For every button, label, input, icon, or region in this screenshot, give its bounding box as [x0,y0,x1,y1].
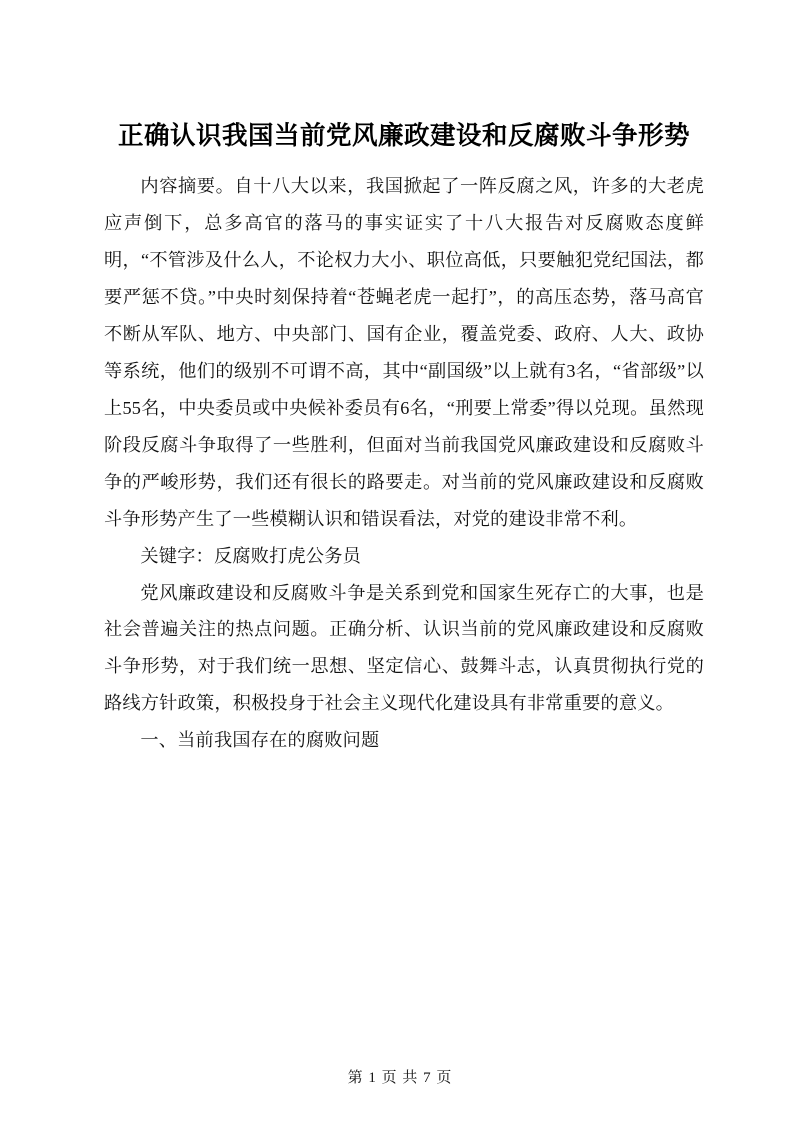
paragraph-abstract: 内容摘要。自十八大以来，我国掀起了一阵反腐之风，许多的大老虎应声倒下，总多高官的落马的事实证实了十八大报告对反腐败态度鲜明，“不管涉及什么人，不论权力大小、职位高低，只要触犯党纪国法，都要严惩不贷。”中央时刻保持着“苍蝇老虎一起打”，的高压态势，落马高官不断从军队、地方、中央部门、国有企业，覆盖党委、政府、人大、政协等系统，他们的级别不可谓不高，其中“副国级”以上就有3名，“省部级”以上55名，中央委员或中央候补委员有6名，“刑要上常委”得以兑现。虽然现阶段反腐斗争取得了一些胜利，但面对当前我国党风廉政建设和反腐败斗争的严峻形势，我们还有很长的路要走。对当前的党风廉政建设和反腐败斗争形势产生了一些模糊认识和错误看法，对党的建设非常不利。 [104,176,704,529]
paragraph-keywords: 关键字：反腐败打虎公务员 [140,545,362,566]
paragraph-section-heading: 一、当前我国存在的腐败问题 [140,730,380,751]
page-footer: 第 1 页 共 7 页 [347,1070,453,1086]
paragraph-intro: 党风廉政建设和反腐败斗争是关系到党和国家生死存亡的大事，也是社会普遍关注的热点问题。正确分析、认识当前的党风廉政建设和反腐败斗争形势，对于我们统一思想、坚定信心、鼓舞斗志，认真贯彻执行党的路线方针政策，积极投身于社会主义现代化建设具有非常重要的意义。 [104,582,704,714]
page-title: 正确认识我国当前党风廉政建设和反腐败斗争形势 [117,121,690,150]
